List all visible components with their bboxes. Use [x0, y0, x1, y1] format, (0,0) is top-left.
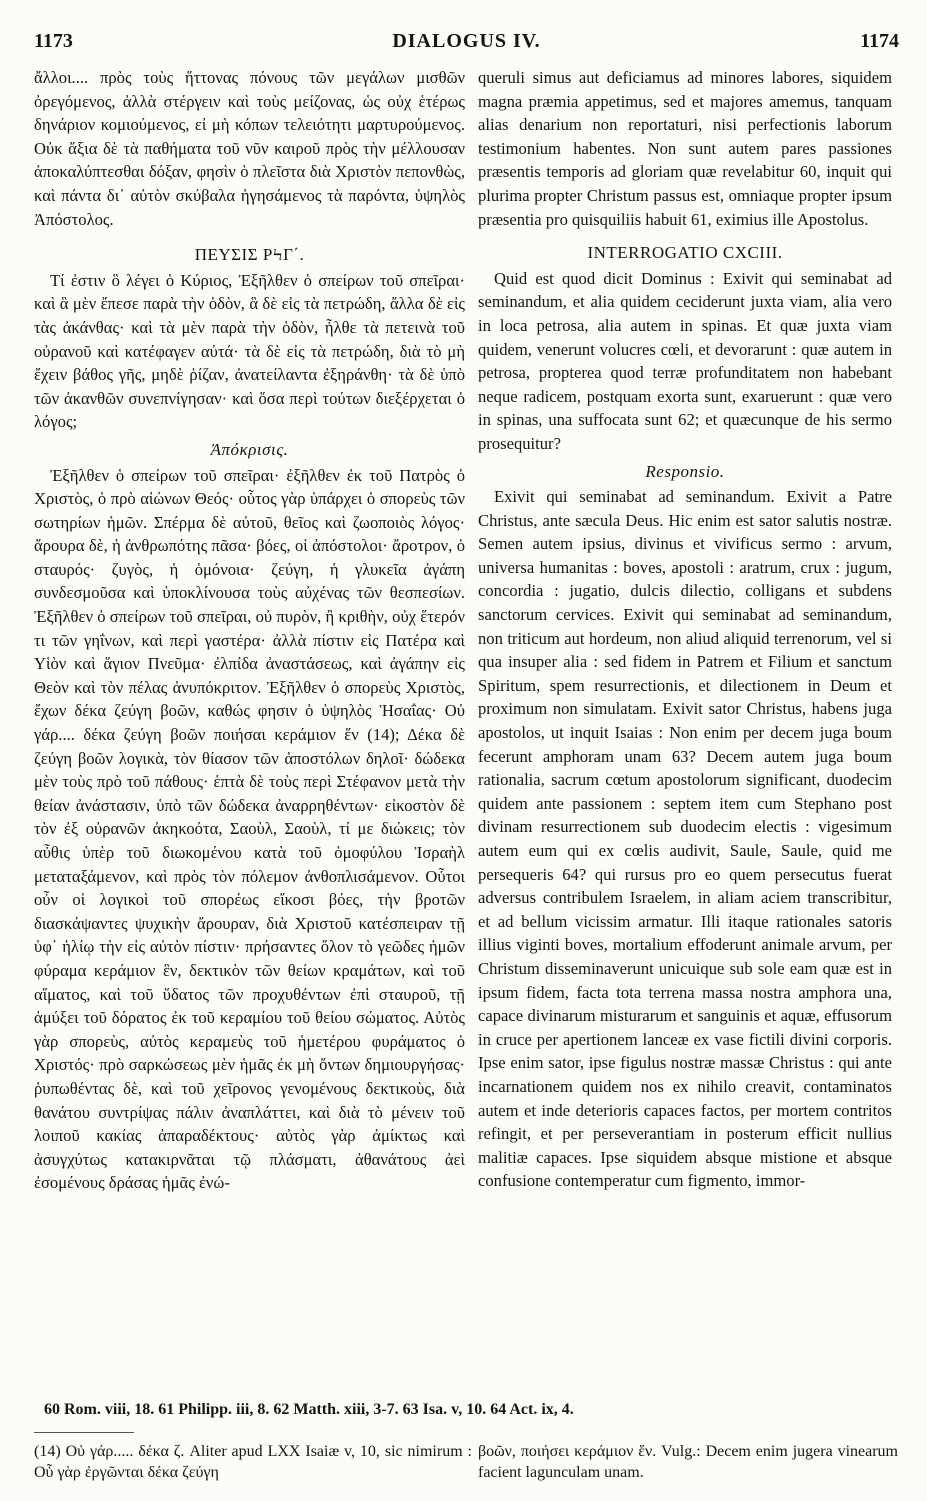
footnote-right: βοῶν, ποιήσει κεράμιον ἕν. Vulg.: Decem enim jugera vinearum facient lagunculam unam. — [478, 1443, 898, 1481]
greek-column — [34, 66, 465, 1388]
greek-answer-text: Ἐξῆλθεν ὁ σπείρων τοῦ σπεῖραι· ἐξῆλθεν ἐκ τοῦ Πατρὸς ὁ Χριστὸς, ὁ πρὸ αἰώνων Θεός· οὗτος γὰρ ὑπάρχει ὁ σπορεὺς τῶν σωτηρίων ἡμῶν. Σπέρμα δὲ αὐτοῦ, θεῖος καὶ ζωοποιὸς λόγος· ἄρουρα δὲ, ἡ ἀνθρωπότης πᾶσα· βόες, οἱ ἀπόστολοι· ἄροτρον, ὁ σταυρός· ζυγὸς, ἡ ὁμόνοια· ζεύγη, ἡ γλυκεῖα ἀγάπη συνδεσμοῦσα καὶ ὑποκλίνουσα τοὺς αὐχένας τῶν θεσπεσίων. Ἐξῆλθεν ὁ σπείρων τοῦ σπεῖραι, οὐ πυρὸν, ἢ κριθὴν, οὐχ ἕτερόν τι τῶν γηΐνων, καὶ περὶ γαστέρα· ἀλλὰ πίστιν εἰς Πατέρα καὶ Υἱὸν καὶ ἅγιον Πνεῦμα· ἐλπίδα ἀναστάσεως, καὶ ἀγάπην εἰς Θεὸν καὶ τὸν πέλας ἀνυπόκριτον. Ἐξῆλθεν ὁ σπορεὺς Χριστὸς, ἔχων δέκα ζεύγη βοῶν, καθώς φησιν ὁ ὑψηλὸς Ἡσαΐας· Οὐ γάρ.... δέκα ζεύγη βοῶν ποιήσαι κεράμιον ἕν (14); Δέκα δὲ ζεύγη βοῶν λογικὰ, τὸν θίασον τῶν ἀποστόλων δηλοῖ· δώδεκα μὲν τοὺς πρὸ τοῦ πάθους· ἑπτὰ δὲ τοὺς περὶ Στέφανον μετὰ τὴν θείαν ἀνάστασιν, ὑπὸ τῶν δώδεκα ἀναρρηθέντων· εἰκοστὸν δὲ τὸν ἐξ οὐρανῶν ἀκηκοότα, Σαοὺλ, Σαοὺλ, τί με διώκεις; τὸν αὖθις ὑπὲρ τοῦ διωκομένου κατὰ τοῦ ὁμοφύλου Ἰσραὴλ μεταταξάμενον, καὶ πρὸς τὸν πόλεμον ἀνθοπλισάμενον. Οὗτοι οὖν οἱ λογικοὶ τοῦ σπορέως εἴκοσι βόες, τὴν βροτῶν διασκάψαντες ψυχικὴν ἄρουραν, διὰ Χριστοῦ κατέσπειραν τῇ ὑφ᾽ ἡλίῳ τὴν εἰς αὐτὸν πίστιν· πρήσαντες ὅλον τὸ γεῶδες ἡμῶν φύραμα κεράμιον ἓν, δεκτικὸν τῶν θείων κραμάτων, καὶ τοῦ αἵματος, καὶ τοῦ ὕδατος τῶν προχυθέντων ἐπὶ σταυροῦ, τῇ ἀμύξει τοῦ δόρατος ἐκ τοῦ κεραμίου τοῦ θείου σώματος. Αὐτὸς γὰρ σπορεὺς, αὐτὸς κεραμεὺς τοῦ ἡμετέρου φυράματος ὁ Χριστός· πρὸ σαρκώσεως μὲν ἡμᾶς ἐκ μὴ ὄντων δημιουργήσας· ῥυπωθέντας δὲ, καὶ τοῦ χεῖρονος γενομένους δεκτικοὺς, διὰ θανάτου συντρίψας πάλιν ἀναπλάττει, καὶ διὰ τὸ μένειν τοῦ λοιποῦ κακίας ἀπαραδέκτους· αὐτὸς γὰρ ἀμίκτως καὶ ἀσυγχύτως κατακιρνᾶται τῷ πλάσματι, ἀθανάτους ἀεὶ ἐσομένους δράσας ἡμᾶς ἐνώ- — [34, 465, 465, 1193]
latin-question-text: Quid est quod dicit Dominus : Exivit qui seminabat ad seminandum, et alia quidem ceciderunt juxta viam, alia vero in loca petrosa, alia autem in spinas. Et quæ juxta viam quidem, venerunt volucres cœli, et devorarunt : quæ autem in petrosa, propterea quod terræ profunditatem non habebant neque radicem, postquam exorta sunt, exaruerunt : quæ vero in spinas, una suffocata sunt 62; et quæcunque de his sermo prosequitur? — [478, 268, 892, 453]
latin-answer-text: Exivit qui seminabat ad seminandum. Exivit a Patre Christus, ante sæcula Deus. Hic enim est sator salutis nostræ. Semen autem ipsius, divinus et vivificus sermo : arvum, universa humanitas : boves, apostoli : aratrum, crux : jugum, concordia : jugatio, dulcis dilectio, colligans et subdens sanctorum cervices. Exivit qui seminabat ad seminandum, non triticum aut hordeum, non aliud aliquid terrenorum, vel si qua insuper alia : sed fidem in Patrem et Filium et sanctum Spiritum, spem resurrectionis, et dilectionem in Deum et proximum non simulatam. Exivit sator Christus, habens juga apostolos, ut inquit Isaias : Non enim per decem juga boum fecerunt amphoram unam 63? Decem autem juga boum rationalia, sacrum cœtum apostolorum significant, duodecim quidem ante passionem : septem item cum Stephano post divinam resurrectionem sub duodecim electis : vigesimum autem eum qui ex cœlis audivit, Saule, Saule, quid me persequeris 64? qui rursus pro eo quem persecutus fuerat adversus contribulem Israelem, in aliam aciem transcribitur, et ad bellum vicissim armatur. Illi itaque rationales satoris illius viginti boves, mortalium effoderunt animale arvum, per Christum disseminaverunt unicuique sub sole eam quæ est in ipsum fidem, facta tota terrena massa nostra amphora una, capace divinarum misturarum et sanguinis et aquæ, effusorum in cruce per apertionem lanceæ ex vase fictili divini corporis. Ipse enim sator, ipse figulus nostræ massæ Christus : qui ante incarnationem quidem nos ex nihilo creavit, contaminatos autem et inde deterioris capaces factos, per mortem contritos refingit, et per perseverantiam in posterum efficit nullius malitiæ capaces. Ipse siquidem absque mistione et absque confusione contemperatur cum figmento, immor- — [478, 487, 892, 1191]
scripture-references: 60 Rom. viii, 18. 61 Philipp. iii, 8. 62 Matth. xiii, 3-7. 63 Isa. v, 10. 64 Act. ix, 4. — [44, 1401, 574, 1418]
latin-column — [478, 66, 892, 1388]
greek-answer-heading: Ἀπόκρισις. — [210, 439, 289, 459]
latin-paragraph-1: queruli simus aut deficiamus ad minores labores, siquidem magna præmia appetimus, sed et majores amemus, tanquam alias denarium non reportaturi, nisi perfectionis laborum testimonium habentes. Non sunt autem pares passiones præsentis temporis ad gloriam quæ revelabitur 60, inquit qui plurima propter Christum passus est, omniaque propter ipsum præsentia pro quisquiliis habuit 61, eximius ille Apostolus. — [478, 68, 892, 229]
page-header — [34, 30, 899, 60]
greek-paragraph-1: ἄλλοι.... πρὸς τοὺς ἥττονας πόνους τῶν μεγάλων μισθῶν ὀρεγόμενος, ἀλλὰ στέργειν καὶ τοὺς μείζονας, ὡς οὐχ ἑτέρως δηνάριον κομιούμενος, εἰ μὴ κόπων τελειότητι μαρτυρούμενος. Οὐκ ἄξια δὲ τὰ παθήματα τοῦ νῦν καιροῦ πρὸς τὴν μέλλουσαν ἀποκαλύπτεσθαι δόξαν, φησὶν ὁ πλεῖστα διὰ Χριστὸν πεπονθὼς, καὶ πάντα δι᾽ αὐτὸν σκύβαλα ἡγησάμενος τὰ παρόντα, ὑψηλὸς Ἀπόστολος. — [34, 68, 465, 229]
footnote-divider — [34, 1432, 134, 1433]
greek-question-text: Τί ἐστιν ὃ λέγει ὁ Κύριος, Ἐξῆλθεν ὁ σπείρων τοῦ σπεῖραι· καὶ ἃ μὲν ἔπεσε παρὰ τὴν ὁδὸν, ἃ δὲ εἰς τὰ πετρώδη, ἄλλα δὲ εἰς τὰς ἀκάνθας· καὶ τὰ μὲν παρὰ τὴν ὁδὸν, ἦλθε τὰ πετεινὰ τοῦ οὐρανοῦ καὶ κατέφαγεν αὐτά· τὰ δὲ εἰς τὰ πετρώδη, διὰ τὸ μὴ ἔχειν βάθος γῆς, μηδὲ ῥίζαν, ἀνατείλαντα ἐξηράνθη· τὰ δὲ ὑπὸ τῶν ἀκανθῶν συνεπνίγησαν· καὶ ὅσα περὶ τούτων διεξέρχεται ὁ λόγος; — [34, 270, 465, 432]
footnote-left: (14) Οὐ γάρ..... δέκα ζ. Aliter apud LXX Isaiæ v, 10, sic nimirum : Οὗ γὰρ ἐργῶνται δέκα ζεύγη — [34, 1443, 472, 1481]
latin-question-heading: INTERROGATIO CXCIII. — [587, 243, 783, 263]
page-number-right: 1174 — [860, 30, 899, 52]
page-number-left: 1173 — [34, 30, 73, 52]
running-title: DIALOGUS IV. — [392, 30, 541, 52]
greek-question-heading: ΠΕΥΣΙΣ ΡϞΓ΄. — [194, 245, 305, 265]
latin-answer-heading: Responsio. — [645, 461, 725, 481]
